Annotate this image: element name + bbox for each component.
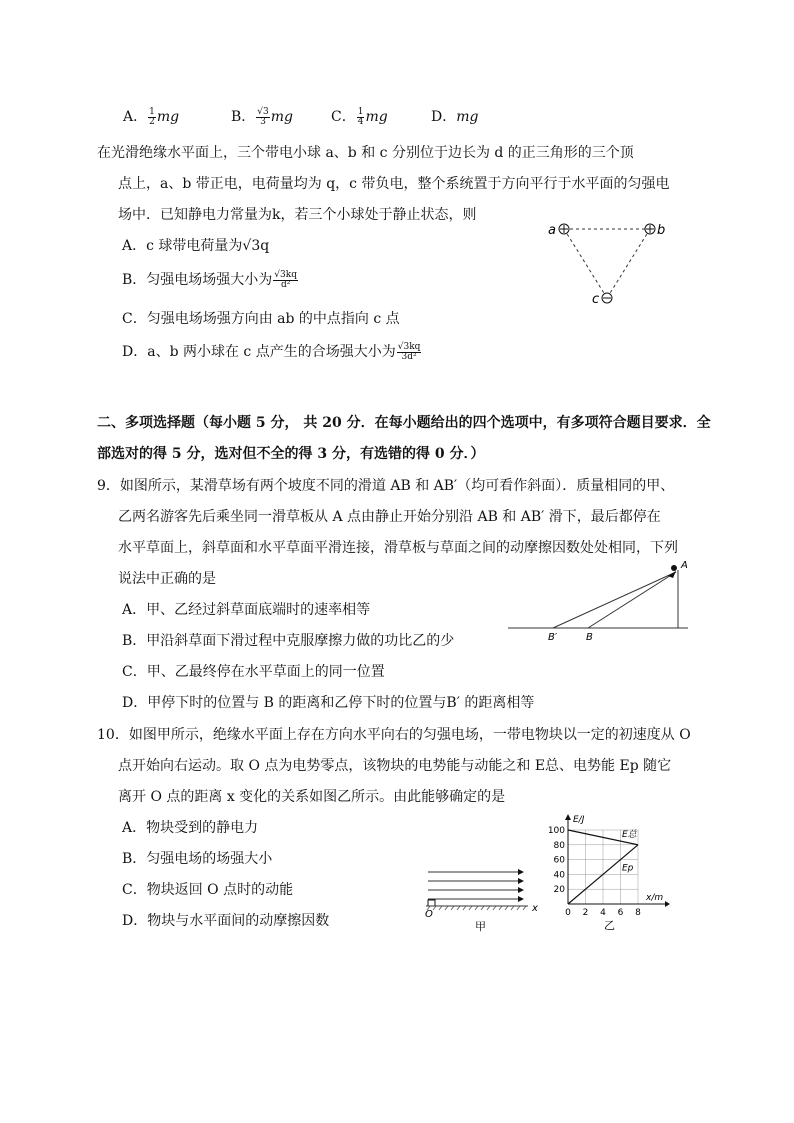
q7-c-frac: $\frac{1}{4}$ bbox=[357, 106, 364, 127]
triangle-edge-ac bbox=[564, 229, 607, 298]
q7-option-b: B． $\frac{√3}{3}$ mg bbox=[231, 106, 294, 127]
q8-d-frac: $\frac{√3kq}{\text{3d²}}$ bbox=[397, 341, 421, 362]
label-c: c bbox=[592, 292, 600, 307]
q9-option-b: B．甲沿斜草面下滑过程中克服摩擦力做的功比乙的少 bbox=[122, 633, 455, 649]
y-tick-label: 20 bbox=[553, 885, 565, 896]
section2-line2: 部选对的得 5 分，选对但不全的得 3 分，有选错的得 0 分．） bbox=[97, 446, 485, 462]
label-A: A bbox=[681, 560, 688, 571]
y-axis-arrow-icon bbox=[565, 814, 571, 820]
x-tick-label: 0 bbox=[565, 908, 571, 918]
label-a: a bbox=[548, 223, 556, 238]
x-tick-label: 8 bbox=[635, 908, 641, 918]
charge-c-minus-icon bbox=[602, 293, 612, 303]
q8-line2: 点上，a、b 带正电，电荷量均为 q，c 带负电，整个系统置于方向平行于水平面的匀强电 bbox=[118, 176, 670, 192]
arrow-icon bbox=[518, 869, 524, 875]
label-b: b bbox=[657, 223, 666, 238]
q8-triangle-figure bbox=[540, 218, 700, 318]
q8-line1: 在光滑绝缘水平面上，三个带电小球 a、b 和 c 分别位于边长为 d 的正三角形的三个顶 bbox=[97, 145, 634, 161]
y-tick-label: 80 bbox=[553, 840, 565, 851]
caption-yi: 乙 bbox=[604, 919, 615, 932]
x-tick-label: 4 bbox=[600, 908, 606, 918]
x-axis-label: x/m bbox=[646, 893, 664, 903]
section2-line1: 二、多项选择题（每小题 5 分， 共 20 分．在每小题给出的四个选项中，有多项符合题目要求．全 bbox=[97, 415, 711, 431]
q9-option-d: D．甲停下时的位置与 B 的距离和乙停下时的位置与B′ 的距离相等 bbox=[122, 695, 535, 711]
q9-option-a: A．甲、乙经过斜草面底端时的速率相等 bbox=[122, 602, 371, 618]
q10-option-a: A．物块受到的静电力 bbox=[122, 820, 259, 836]
q7-option-d: D．mg bbox=[431, 109, 479, 125]
y-tick-label: 60 bbox=[553, 855, 565, 866]
surface-hatching bbox=[427, 906, 526, 910]
label-x: x bbox=[532, 903, 538, 914]
arrow-icon bbox=[518, 887, 524, 893]
y-tick-label: 40 bbox=[553, 870, 565, 881]
skier-icon bbox=[668, 565, 677, 578]
x-tick-label: 6 bbox=[617, 908, 624, 918]
q9-line2: 乙两名游客先后乘坐同一滑草板从 A 点由静止开始分别沿 AB 和 AB′ 滑下，最后都停在 bbox=[118, 509, 661, 525]
slope-ab bbox=[588, 572, 676, 628]
caption-jia: 甲 bbox=[475, 920, 486, 933]
charge-b-plus-icon bbox=[645, 224, 655, 234]
q8-option-b: B．匀强电场场强大小为 $\frac{√3kq}{\text{d²}}$ bbox=[122, 269, 297, 290]
q8-option-d: D．a、b 两小球在 c 点产生的合场强大小为 $\frac{√3kq}{\text{3d²}}$ bbox=[122, 341, 421, 362]
slope-ab-prime bbox=[553, 572, 676, 628]
q8-option-c: C．匀强电场场强方向由 ab 的中点指向 c 点 bbox=[122, 311, 400, 327]
q8-b-frac: $\frac{√3kq}{\text{d²}}$ bbox=[274, 269, 297, 290]
q10-option-d: D．物块与水平面间的动摩擦因数 bbox=[122, 913, 330, 929]
triangle-edge-bc bbox=[607, 229, 650, 298]
q10-line3: 离开 O 点的距离 x 变化的关系如图乙所示。由此能够确定的是 bbox=[118, 789, 506, 805]
q9-slope-figure bbox=[508, 558, 698, 643]
q10-option-b: B．匀强电场的场强大小 bbox=[122, 851, 273, 867]
q7-a-frac: $\frac{1}{2}$ bbox=[149, 106, 155, 127]
q9-option-c: C．甲、乙最终停在水平草面上的同一位置 bbox=[122, 664, 385, 680]
q7-option-c: C． $\frac{1}{4}$ mg bbox=[331, 106, 388, 127]
x-tick-label: 2 bbox=[582, 908, 589, 918]
q10-option-c: C．物块返回 O 点时的动能 bbox=[122, 882, 294, 898]
q9-line3: 水平草面上，斜草面和水平草面平滑连接，滑草板与草面之间的动摩擦因数处处相同，下列 bbox=[118, 540, 678, 556]
q7-option-a: A． $\frac{1}{2}$ mg bbox=[123, 106, 180, 127]
q10-line2: 点开始向右运动。取 O 点为电势零点，该物块的电势能与动能之和 E总、电势能 Ep 随它 bbox=[118, 758, 672, 774]
q10-line1: 10．如图甲所示，绝缘水平面上存在方向水平向右的匀强电场，一带电物块以一定的初速度从 O bbox=[97, 727, 691, 743]
x-axis-arrow-icon bbox=[665, 901, 670, 907]
q7-b-frac: $\frac{√3}{3}$ bbox=[257, 106, 269, 127]
y-axis-label: E/J bbox=[573, 815, 585, 825]
y-tick-label: 100 bbox=[547, 826, 565, 836]
arrow-icon bbox=[518, 896, 524, 902]
q8-line3: 场中．已知静电力常量为k，若三个小球处于静止状态，则 bbox=[118, 207, 477, 223]
q9-line1: 9．如图所示，某滑草场有两个坡度不同的滑道 AB 和 AB′（均可看作斜面）．质量相同的甲、 bbox=[97, 478, 675, 494]
label-B-prime: B′ bbox=[548, 632, 558, 643]
arrow-icon bbox=[518, 878, 524, 884]
charged-block bbox=[428, 900, 435, 906]
q10-figure-jia bbox=[420, 860, 545, 935]
charge-a-plus-icon bbox=[559, 224, 569, 234]
series-label: Ep bbox=[622, 863, 634, 874]
q9-line4: 说法中正确的是 bbox=[118, 571, 216, 587]
label-B: B bbox=[586, 632, 593, 643]
q8-option-a: A．c 球带电荷量为√3q bbox=[122, 238, 270, 254]
q10-energy-chart bbox=[540, 812, 675, 934]
label-O: O bbox=[425, 909, 433, 920]
series-label: E总 bbox=[622, 829, 637, 840]
